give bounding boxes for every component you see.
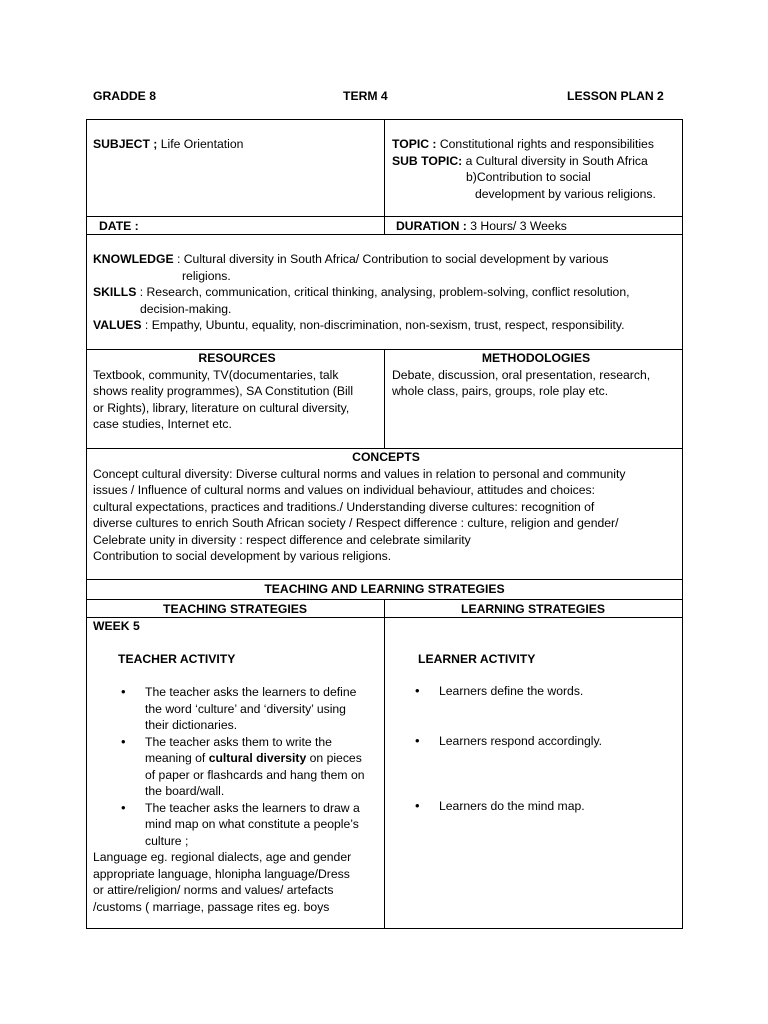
- duration-cell: [396, 218, 567, 235]
- concepts-line: Celebrate unity in diversity : respect difference and celebrate similarity: [93, 532, 471, 547]
- skills-label: SKILLS: [93, 285, 137, 299]
- resources-heading: RESOURCES: [198, 351, 276, 365]
- resources-line: shows reality programmes), SA Constitution (Bill: [93, 384, 354, 398]
- resources-line: case studies, Internet etc.: [93, 417, 232, 431]
- skills-text: : Research, communication, critical thinking, analysing, problem-solving, conflict resolution,: [136, 285, 630, 299]
- methodologies-line: whole class, pairs, groups, role play etc.: [392, 384, 609, 398]
- cultural-diversity-emphasis: cultural diversity: [208, 751, 307, 765]
- teacher-activity-heading: TEACHER ACTIVITY: [118, 652, 236, 666]
- concepts-cell: [93, 449, 679, 565]
- knowledge-label: KNOWLEDGE: [93, 252, 174, 266]
- values-text: : Empathy, Ubuntu, equality, non-discrimination, non-sexism, trust, respect, responsibility.: [141, 318, 625, 332]
- resources-line: Textbook, community, TV(documentaries, talk: [93, 367, 339, 382]
- subtopic-label: SUB TOPIC:: [392, 153, 463, 168]
- learner-item-1: [392, 683, 680, 700]
- grade-label: GRADDE 8: [93, 89, 156, 103]
- values-label: VALUES: [93, 318, 142, 332]
- objectives-cell: [93, 251, 681, 334]
- methodologies-heading: METHODOLOGIES: [481, 351, 591, 365]
- date-label: DATE :: [99, 219, 139, 233]
- teacher-activity-list: [93, 684, 381, 849]
- subject-label: SUBJECT ;: [93, 137, 158, 151]
- concepts-heading: CONCEPTS: [352, 450, 420, 464]
- subject-cell: [93, 136, 378, 153]
- list-item: • Learners define the words.: [387, 683, 680, 700]
- learner-item-2: [392, 733, 680, 750]
- topic-label: TOPIC :: [392, 137, 437, 151]
- term-label: TERM 4: [343, 89, 388, 103]
- teacher-extra-line: appropriate language, hlonipha language/Dress: [93, 866, 350, 881]
- subtopic-b1: b)Contribution to social: [466, 170, 591, 184]
- teacher-extra-line: or attire/religion/ norms and values/ artefacts: [93, 883, 334, 897]
- teacher-column: [93, 618, 381, 915]
- resources-cell: [93, 350, 381, 433]
- subtopic-b2: development by various religions.: [475, 186, 656, 201]
- concepts-line: Contribution to social development by various religions.: [93, 549, 392, 563]
- week-label: WEEK 5: [93, 619, 140, 633]
- knowledge-text: : Cultural diversity in South Africa/ Contribution to social development by various: [173, 252, 609, 266]
- list-item: • Learners respond accordingly.: [387, 733, 680, 750]
- concepts-line: diverse cultures to enrich South African society / Respect difference : culture, religion and gender/: [93, 516, 619, 530]
- list-item: • Learners do the mind map.: [387, 798, 680, 815]
- learner-item-3: [392, 798, 680, 815]
- teaching-strategies-heading: TEACHING STRATEGIES: [163, 602, 307, 616]
- list-item: • The teacher asks the learners to draw a mind map on what constitute a people’s culture ;: [93, 800, 381, 850]
- concepts-line: Concept cultural diversity: Diverse cultural norms and values in relation to personal and community: [93, 466, 626, 481]
- skills-text-cont: decision-making.: [140, 301, 232, 316]
- duration-label: DURATION :: [396, 219, 467, 233]
- subtopic-a: a Cultural diversity in South Africa: [462, 153, 648, 168]
- methodologies-cell: [392, 350, 680, 400]
- duration-value: 3 Hours/ 3 Weeks: [466, 219, 567, 233]
- teacher-extra-line: /customs ( marriage, passage rites eg. boys: [93, 899, 330, 914]
- methodologies-line: Debate, discussion, oral presentation, research,: [392, 367, 651, 382]
- topic-cell: [392, 136, 680, 202]
- list-item: • The teacher asks the learners to define the word ‘culture’ and ‘diversity’ using their dictionaries.: [93, 684, 381, 734]
- concepts-line: issues / Influence of cultural norms and values on individual behaviour, attitudes and choices:: [93, 483, 596, 497]
- list-item: • The teacher asks them to write the meaning of cultural diversity on pieces of paper or flashcards and hang them on the board/wall.: [93, 734, 381, 800]
- topic-value: Constitutional rights and responsibilities: [436, 137, 654, 151]
- teacher-extra-line: Language eg. regional dialects, age and gender: [93, 850, 352, 864]
- knowledge-text-cont: religions.: [182, 268, 231, 283]
- learner-activity-heading: LEARNER ACTIVITY: [418, 652, 536, 666]
- concepts-line: cultural expectations, practices and traditions./ Understanding diverse cultures: recognition of: [93, 499, 595, 514]
- resources-line: or Rights), library, literature on cultural diversity,: [93, 400, 350, 415]
- subject-value: Life Orientation: [157, 137, 244, 151]
- lesson-plan-label: LESSON PLAN 2: [567, 89, 664, 103]
- learning-strategies-heading: LEARNING STRATEGIES: [461, 602, 605, 616]
- strategies-heading: TEACHING AND LEARNING STRATEGIES: [264, 582, 505, 596]
- learner-activity-list: [387, 683, 680, 700]
